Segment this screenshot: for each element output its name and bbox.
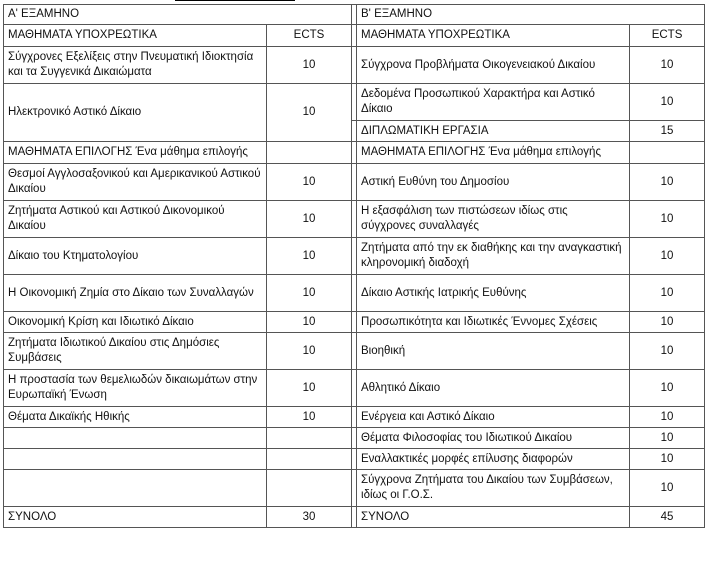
course-ects: 10 (267, 333, 352, 370)
table-row (4, 370, 705, 407)
course-ects: 10 (267, 312, 352, 333)
course-ects: 10 (630, 47, 705, 84)
course-ects: 10 (630, 370, 705, 407)
elective-header-row (4, 142, 705, 164)
table-row (4, 407, 705, 428)
course-name: Ζητήματα από την εκ διαθήκης και την αναγκαστική κληρονομική διαδοχή (357, 238, 630, 275)
semester-b-total-label: ΣΥΝΟΛΟ (357, 507, 630, 528)
course-ects: 10 (630, 84, 705, 121)
course-name: Δεδομένα Προσωπικού Χαρακτήρα και Αστικό Δίκαιο (357, 84, 630, 121)
semester-a-compulsory-header: ΜΑΘΗΜΑΤΑ ΥΠΟΧΡΕΩΤΙΚΑ (4, 25, 267, 47)
empty-cell (630, 142, 705, 164)
course-ects: 10 (630, 275, 705, 312)
course-ects: 10 (630, 312, 705, 333)
course-ects: 10 (630, 201, 705, 238)
semester-a-elective-header: ΜΑΘΗΜΑΤΑ ΕΠΙΛΟΓΗΣ Ένα μάθημα επιλογής (4, 142, 267, 164)
semester-b-ects-header: ECTS (630, 25, 705, 47)
course-ects: 10 (630, 164, 705, 201)
empty-cell (4, 428, 267, 449)
course-name: Ζητήματα Ιδιωτικού Δικαίου στις Δημόσιες Συμβάσεις (4, 333, 267, 370)
course-ects: 10 (267, 275, 352, 312)
semester-b-total: 45 (630, 507, 705, 528)
course-name: Βιοηθική (357, 333, 630, 370)
semester-b-elective-header: ΜΑΘΗΜΑΤΑ ΕΠΙΛΟΓΗΣ Ένα μάθημα επιλογής (357, 142, 630, 164)
table-row (4, 449, 705, 470)
course-ects: 10 (267, 47, 352, 84)
course-name: ΔΙΠΛΩΜΑΤΙΚΗ ΕΡΓΑΣΙΑ (357, 121, 630, 142)
course-ects: 10 (267, 164, 352, 201)
semester-b-title: Β' ΕΞΑΜΗΝΟ (357, 5, 705, 25)
empty-cell (267, 449, 352, 470)
course-ects: 10 (267, 84, 352, 142)
course-name: Η Οικονομική Ζημία στο Δίκαιο των Συναλλαγών (4, 275, 267, 312)
course-name: Θέματα Φιλοσοφίας του Ιδιωτικού Δικαίου (357, 428, 630, 449)
course-name: Εναλλακτικές μορφές επίλυσης διαφορών (357, 449, 630, 470)
course-ects: 10 (630, 407, 705, 428)
table-row (4, 312, 705, 333)
course-name: Αστική Ευθύνη του Δημοσίου (357, 164, 630, 201)
table-row (4, 164, 705, 201)
empty-cell (4, 470, 267, 507)
table-row (4, 428, 705, 449)
course-name: Η εξασφάλιση των πιστώσεων ιδίως στις σύγχρονες συναλλαγές (357, 201, 630, 238)
course-ects: 10 (267, 370, 352, 407)
empty-cell (267, 470, 352, 507)
course-ects: 10 (267, 407, 352, 428)
semester-a-total: 30 (267, 507, 352, 528)
top-rule (175, 0, 295, 1)
semester-title-row (4, 5, 705, 25)
course-name: Αθλητικό Δίκαιο (357, 370, 630, 407)
table-row (4, 201, 705, 238)
course-name: Σύγχρονες Εξελίξεις στην Πνευματική Ιδιοκτησία και τα Συγγενικά Δικαιώματα (4, 47, 267, 84)
course-name: Προσωπικότητα και Ιδιωτικές Έννομες Σχέσεις (357, 312, 630, 333)
table-row (4, 238, 705, 275)
semester-b-compulsory-header: ΜΑΘΗΜΑΤΑ ΥΠΟΧΡΕΩΤΙΚΑ (357, 25, 630, 47)
semester-a-ects-header: ECTS (267, 25, 352, 47)
table-row (4, 47, 705, 84)
course-name: Οικονομική Κρίση και Ιδιωτικό Δίκαιο (4, 312, 267, 333)
course-name: Δίκαιο του Κτηματολογίου (4, 238, 267, 275)
course-name: Ηλεκτρονικό Αστικό Δίκαιο (4, 84, 267, 142)
course-name: Θεσμοί Αγγλοσαξονικού και Αμερικανικού Αστικού Δικαίου (4, 164, 267, 201)
course-ects: 10 (267, 238, 352, 275)
compulsory-header-row (4, 25, 705, 47)
total-row (4, 507, 705, 528)
course-ects: 10 (630, 470, 705, 507)
course-ects: 10 (630, 449, 705, 470)
course-ects: 10 (267, 201, 352, 238)
table-row (4, 470, 705, 507)
course-name: Η προστασία των θεμελιωδών δικαιωμάτων στην Ευρωπαϊκή Ένωση (4, 370, 267, 407)
course-name: Θέματα Δικαϊκής Ηθικής (4, 407, 267, 428)
course-name: Δίκαιο Αστικής Ιατρικής Ευθύνης (357, 275, 630, 312)
empty-cell (4, 449, 267, 470)
course-name: Σύγχρονα Ζητήματα του Δικαίου των Συμβάσεων, ιδίως οι Γ.Ο.Σ. (357, 470, 630, 507)
empty-cell (267, 428, 352, 449)
course-ects: 10 (630, 428, 705, 449)
table-row (4, 275, 705, 312)
course-name: Σύγχρονα Προβλήματα Οικογενειακού Δικαίου (357, 47, 630, 84)
curriculum-table (3, 4, 705, 528)
course-ects: 10 (630, 333, 705, 370)
semester-a-title: Α' ΕΞΑΜΗΝΟ (4, 5, 352, 25)
semester-a-total-label: ΣΥΝΟΛΟ (4, 507, 267, 528)
course-name: Ζητήματα Αστικού και Αστικού Δικονομικού Δικαίου (4, 201, 267, 238)
course-ects: 15 (630, 121, 705, 142)
course-ects: 10 (630, 238, 705, 275)
empty-cell (267, 142, 352, 164)
table-row (4, 333, 705, 370)
course-name: Ενέργεια και Αστικό Δίκαιο (357, 407, 630, 428)
table-row (4, 84, 705, 121)
